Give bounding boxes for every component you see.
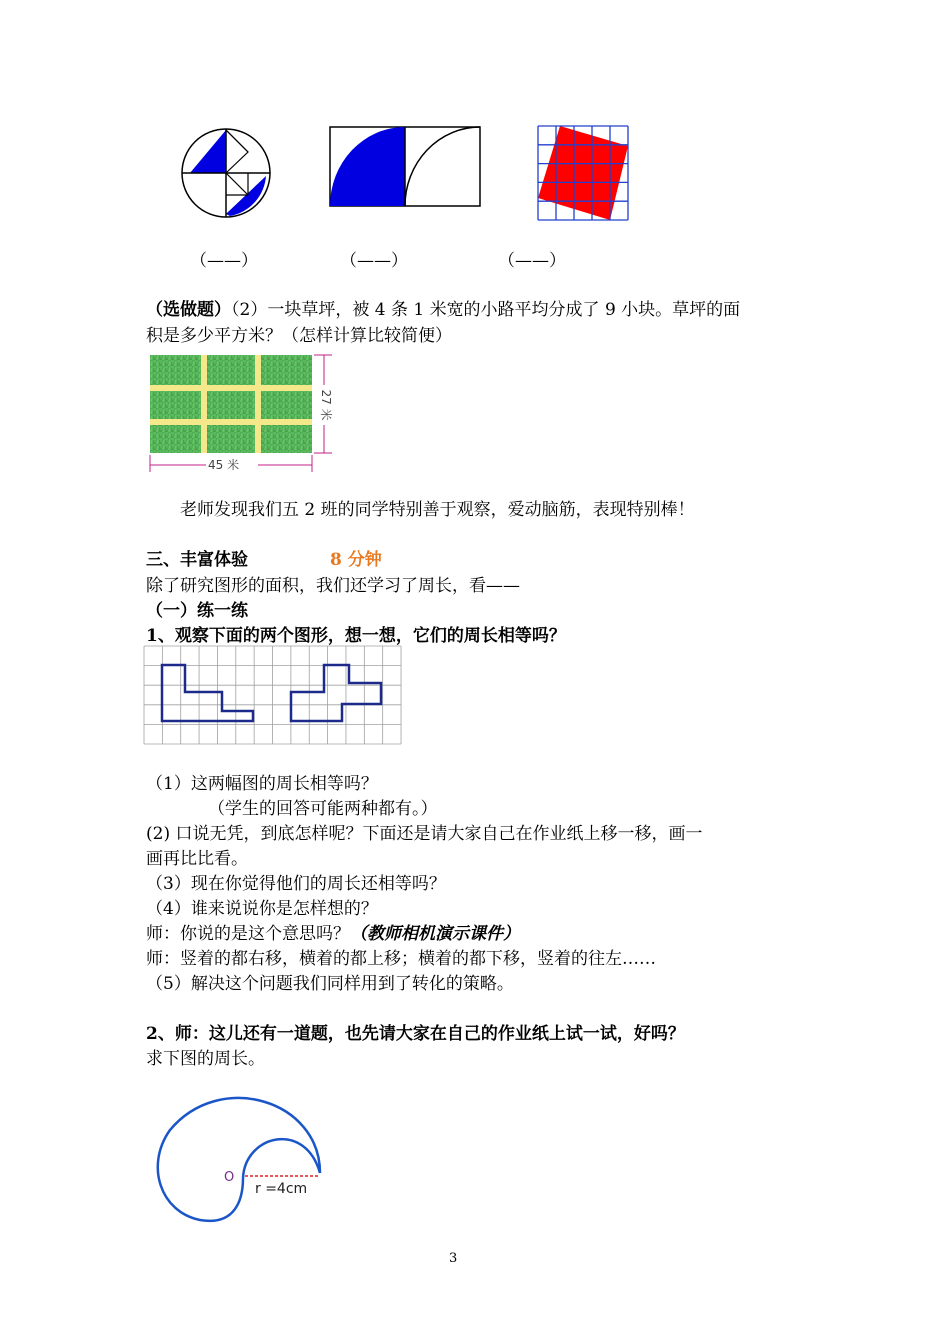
lawn-height-label: 27 米 (319, 389, 333, 421)
praise-text: 老师发现我们五 2 班的同学特别善于观察，爱动脑筋，表现特别棒！ (180, 500, 695, 520)
question-2: 2、师：这儿还有一道题，也先请大家在自己的作业纸上试一试，好吗？ (146, 1024, 685, 1044)
section3-heading: 三、丰富体验 (146, 550, 248, 570)
optional-tag: （选做题） (146, 300, 231, 320)
line-8: 师：竖着的都右移，横着的都上移；横着的都下移，竖着的往左…… (146, 949, 656, 969)
line-6: （4）谁来说说你是怎样想的？ (146, 899, 378, 919)
line-7-text: 师：你说的是这个意思吗？ (146, 924, 350, 944)
line-1: （1）这两幅图的周长相等吗？ (146, 774, 378, 794)
teacher-demo-note: （教师相机演示课件） (350, 924, 520, 944)
figure-label-3: （——） (498, 251, 566, 271)
optional-question-line2: 积是多少平方米？（怎样计算比较简便） (146, 326, 452, 346)
figure-label-1: （——） (190, 251, 258, 271)
figure-label-2: （——） (340, 251, 408, 271)
section3-time: 8 分钟 (330, 550, 382, 570)
section3-intro: 除了研究图形的面积，我们还学习了周长，看—— (146, 576, 520, 596)
question-1: 1、观察下面的两个图形，想一想，它们的周长相等吗？ (146, 626, 566, 646)
line-9: （5）解决这个问题我们同样用到了转化的策略。 (146, 974, 514, 994)
question-2-sub: 求下图的周长。 (146, 1049, 265, 1069)
lawn-width-label: 45 米 (208, 458, 240, 472)
line-4: 画再比比看。 (146, 849, 248, 869)
page-number: 3 (449, 1251, 458, 1266)
line-2: （学生的回答可能两种都有。） (208, 799, 438, 819)
line-5: （3）现在你觉得他们的周长还相等吗？ (146, 874, 446, 894)
line-3: (2) 口说无凭，到底怎样呢？下面还是请大家自己在作业纸上移一移，画一 (146, 824, 703, 844)
radius-label: r =4cm (255, 1181, 308, 1197)
section3-sub1: （一）练一练 (146, 601, 248, 621)
optional-question-text: （2）一块草坪，被 4 条 1 米宽的小路平均分成了 9 小块。草坪的面 (231, 300, 741, 320)
origin-label: O (224, 1170, 235, 1185)
